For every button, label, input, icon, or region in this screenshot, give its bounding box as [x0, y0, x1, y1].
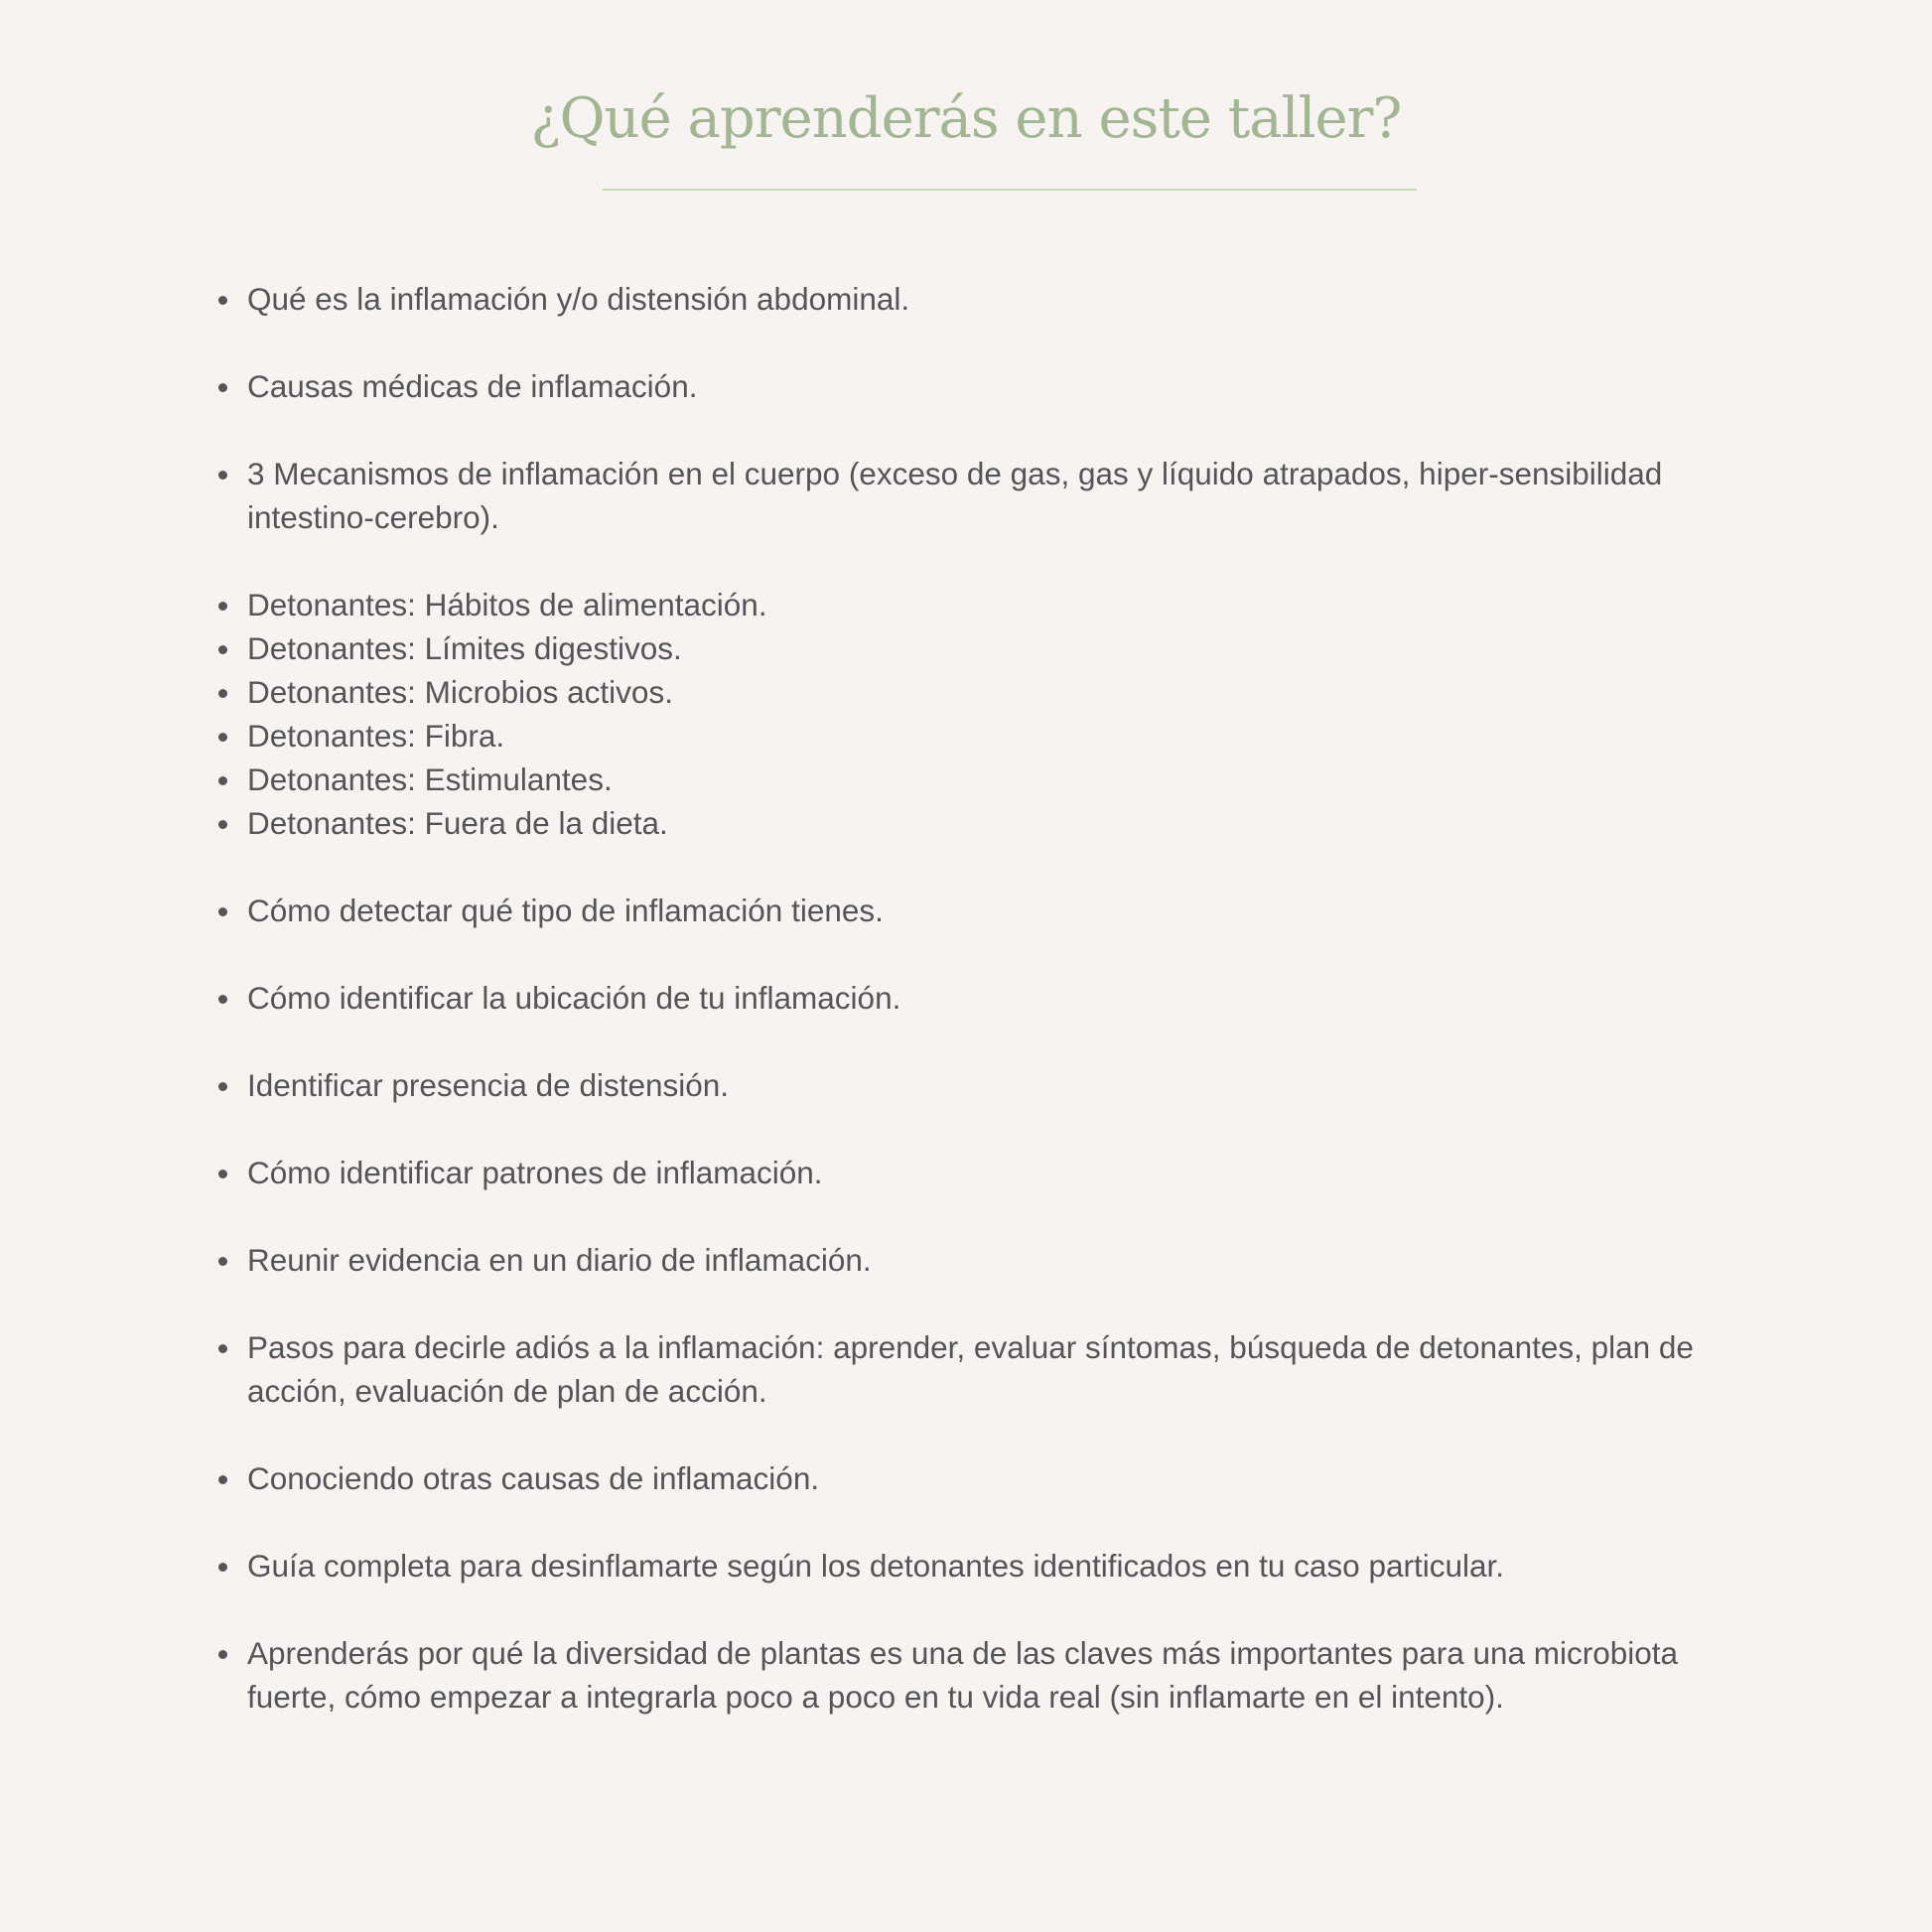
- list-item: [207, 452, 1726, 539]
- list-item: [207, 1544, 1726, 1587]
- list-item: [207, 1063, 1726, 1107]
- page-title: ¿Qué aprenderás en este taller?: [530, 86, 1402, 151]
- list-item: [207, 364, 1726, 408]
- bullet-icon: [218, 1082, 227, 1091]
- bullet-icon: [218, 645, 227, 654]
- list-item-text: Detonantes: Límites digestivos.: [247, 630, 682, 666]
- list-item-text: Pasos para decirle adiós a la inflamación: aprender, evaluar síntomas, búsqueda de detonantes, plan de acción, evaluación de plan de acción.: [247, 1329, 1694, 1409]
- list-item: [207, 801, 1726, 845]
- list-item: [207, 1325, 1726, 1413]
- list-item-text: 3 Mecanismos de inflamación en el cuerpo (exceso de gas, gas y líquido atrapados, hiper-sensibilidad intestino-cerebro).: [247, 456, 1663, 535]
- list-item-text: Cómo detectar qué tipo de inflamación tienes.: [247, 893, 884, 928]
- bullet-icon: [218, 733, 227, 742]
- list-item: [207, 583, 1726, 626]
- list-item: [207, 626, 1726, 670]
- list-item: [207, 1238, 1726, 1282]
- bullet-icon: [218, 907, 227, 916]
- title-divider: [603, 189, 1417, 191]
- list-item: [207, 976, 1726, 1020]
- list-item: [207, 1151, 1726, 1194]
- list-item-text: Detonantes: Hábitos de alimentación.: [247, 587, 767, 622]
- list-item-text: Detonantes: Fibra.: [247, 718, 505, 754]
- bullet-icon: [218, 602, 227, 611]
- bullet-icon: [218, 1650, 227, 1659]
- bullet-icon: [218, 776, 227, 785]
- bullet-icon: [218, 383, 227, 392]
- list-item-text: Detonantes: Fuera de la dieta.: [247, 805, 668, 841]
- list-item: [207, 889, 1726, 932]
- list-item-text: Qué es la inflamación y/o distensión abdominal.: [247, 281, 910, 317]
- bullet-icon: [218, 689, 227, 698]
- list-item-text: Causas médicas de inflamación.: [247, 368, 698, 404]
- list-item: [207, 670, 1726, 714]
- list-item-text: Conociendo otras causas de inflamación.: [247, 1460, 820, 1496]
- bullet-icon: [218, 995, 227, 1004]
- list-item-text: Identificar presencia de distensión.: [247, 1067, 730, 1103]
- bullet-icon: [218, 1344, 227, 1353]
- bullet-icon: [218, 296, 227, 305]
- list-item-text: Aprenderás por qué la diversidad de plantas es una de las claves más importantes para una microbiota fuerte, cómo empezar a integrarla poco a poco en tu vida real (sin inflamarte en el intento).: [247, 1635, 1679, 1715]
- list-item-text: Guía completa para desinflamarte según los detonantes identificados en tu caso particular.: [247, 1548, 1505, 1584]
- bullet-icon: [218, 1257, 227, 1266]
- bullet-icon: [218, 820, 227, 829]
- list-item: [207, 1456, 1726, 1500]
- topics-list: [207, 277, 1726, 1719]
- list-item-text: Detonantes: Microbios activos.: [247, 674, 673, 710]
- list-item: [207, 714, 1726, 758]
- list-item-text: Reunir evidencia en un diario de inflamación.: [247, 1242, 872, 1278]
- bullet-icon: [218, 1170, 227, 1178]
- list-item-text: Cómo identificar patrones de inflamación.: [247, 1155, 823, 1190]
- bullet-icon: [218, 1475, 227, 1484]
- bullet-icon: [218, 1563, 227, 1572]
- list-item-text: Detonantes: Estimulantes.: [247, 761, 613, 797]
- list-item: [207, 758, 1726, 801]
- list-item: [207, 1631, 1726, 1719]
- list-item-text: Cómo identificar la ubicación de tu inflamación.: [247, 980, 901, 1016]
- list-item: [207, 277, 1726, 321]
- bullet-icon: [218, 471, 227, 480]
